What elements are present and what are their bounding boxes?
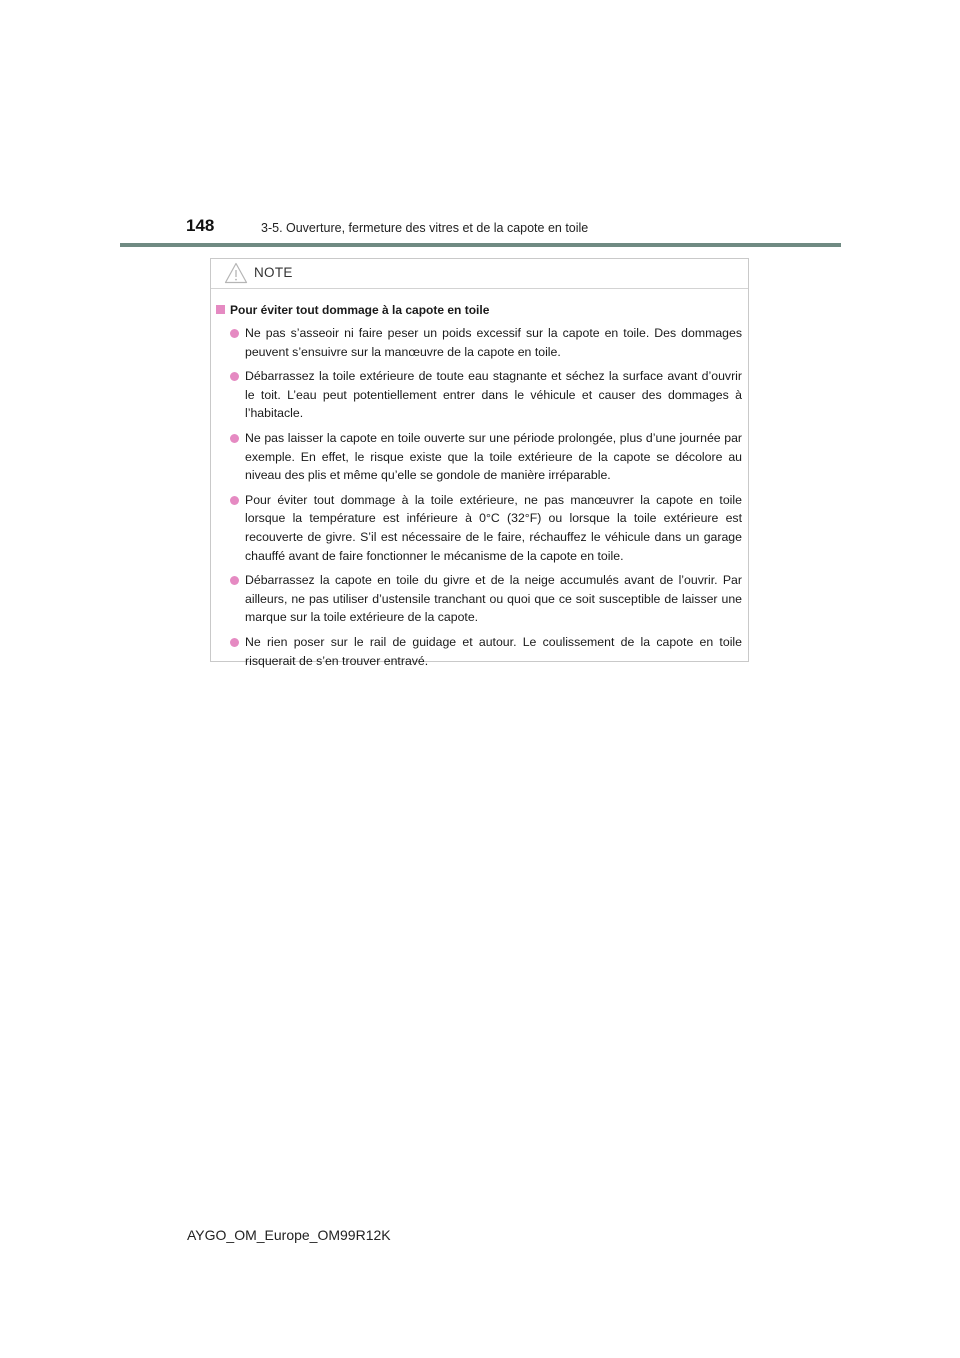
list-item-text: Ne rien poser sur le rail de guidage et autour. Le coulissement de la capote en toile risquerait de s’en trouver entravé.: [245, 634, 742, 668]
note-label: NOTE: [254, 265, 293, 280]
section-title: 3-5. Ouverture, fermeture des vitres et de la capote en toile: [261, 221, 589, 235]
square-bullet-icon: [216, 305, 225, 314]
round-bullet-icon: [230, 576, 239, 585]
round-bullet-icon: [230, 638, 239, 647]
header-divider: [120, 243, 841, 247]
list-item: [230, 367, 742, 423]
list-item: [230, 324, 742, 361]
list-item-text: Débarrassez la toile extérieure de toute eau stagnante et séchez la surface avant d’ouvrir le toit. L’eau peut potentiellement entrer dans le véhicule et causer des dommages à l’habitacle.: [245, 369, 742, 421]
list-item: [230, 571, 742, 627]
list-item-text: Ne pas laisser la capote en toile ouverte sur une période prolongée, plus d’une journée par exemple. En effet, le risque existe que la toile extérieure de la capote se décolore au niveau des plis et même qu’elle se gondole de manière irréparable.: [245, 430, 742, 483]
page-number: 148: [186, 216, 215, 235]
note-box: [210, 258, 749, 668]
list-item-text: Ne pas s’asseoir ni faire peser un poids excessif sur la capote en toile. Des dommages peuvent s’ensuivre sur la manœuvre de la capote en toile.: [245, 326, 742, 359]
list-item: [230, 633, 742, 670]
list-item-text: Débarrassez la capote en toile du givre et de la neige accumulés avant de l’ouvrir. Par ailleurs, ne pas utiliser d’ustensile tranchant ou quoi que ce soit susceptible de laisser une marque sur la toile extérieure de la capote.: [245, 573, 742, 625]
note-heading: [216, 302, 742, 318]
note-header: [211, 259, 748, 289]
list-item-text: Pour éviter tout dommage à la toile extérieure, ne pas manœuvrer la capote en toile lorsque la température est inférieure à 0°C (32°F) ou lorsque la toile extérieure est recouverte de givre. S’il est nécessaire de le faire, réchauffez le véhicule dans un garage chauffé avant de faire fonctionner le mécanisme de la capote en toile.: [245, 492, 742, 563]
note-body: [211, 289, 748, 670]
warning-triangle-icon: [224, 262, 248, 284]
round-bullet-icon: [230, 329, 239, 338]
round-bullet-icon: [230, 496, 239, 505]
list-item: [230, 491, 742, 565]
round-bullet-icon: [230, 434, 239, 443]
round-bullet-icon: [230, 372, 239, 381]
list-item: [230, 429, 742, 485]
document-id: AYGO_OM_Europe_OM99R12K: [187, 1227, 391, 1243]
note-heading-text: Pour éviter tout dommage à la capote en toile: [230, 303, 490, 317]
